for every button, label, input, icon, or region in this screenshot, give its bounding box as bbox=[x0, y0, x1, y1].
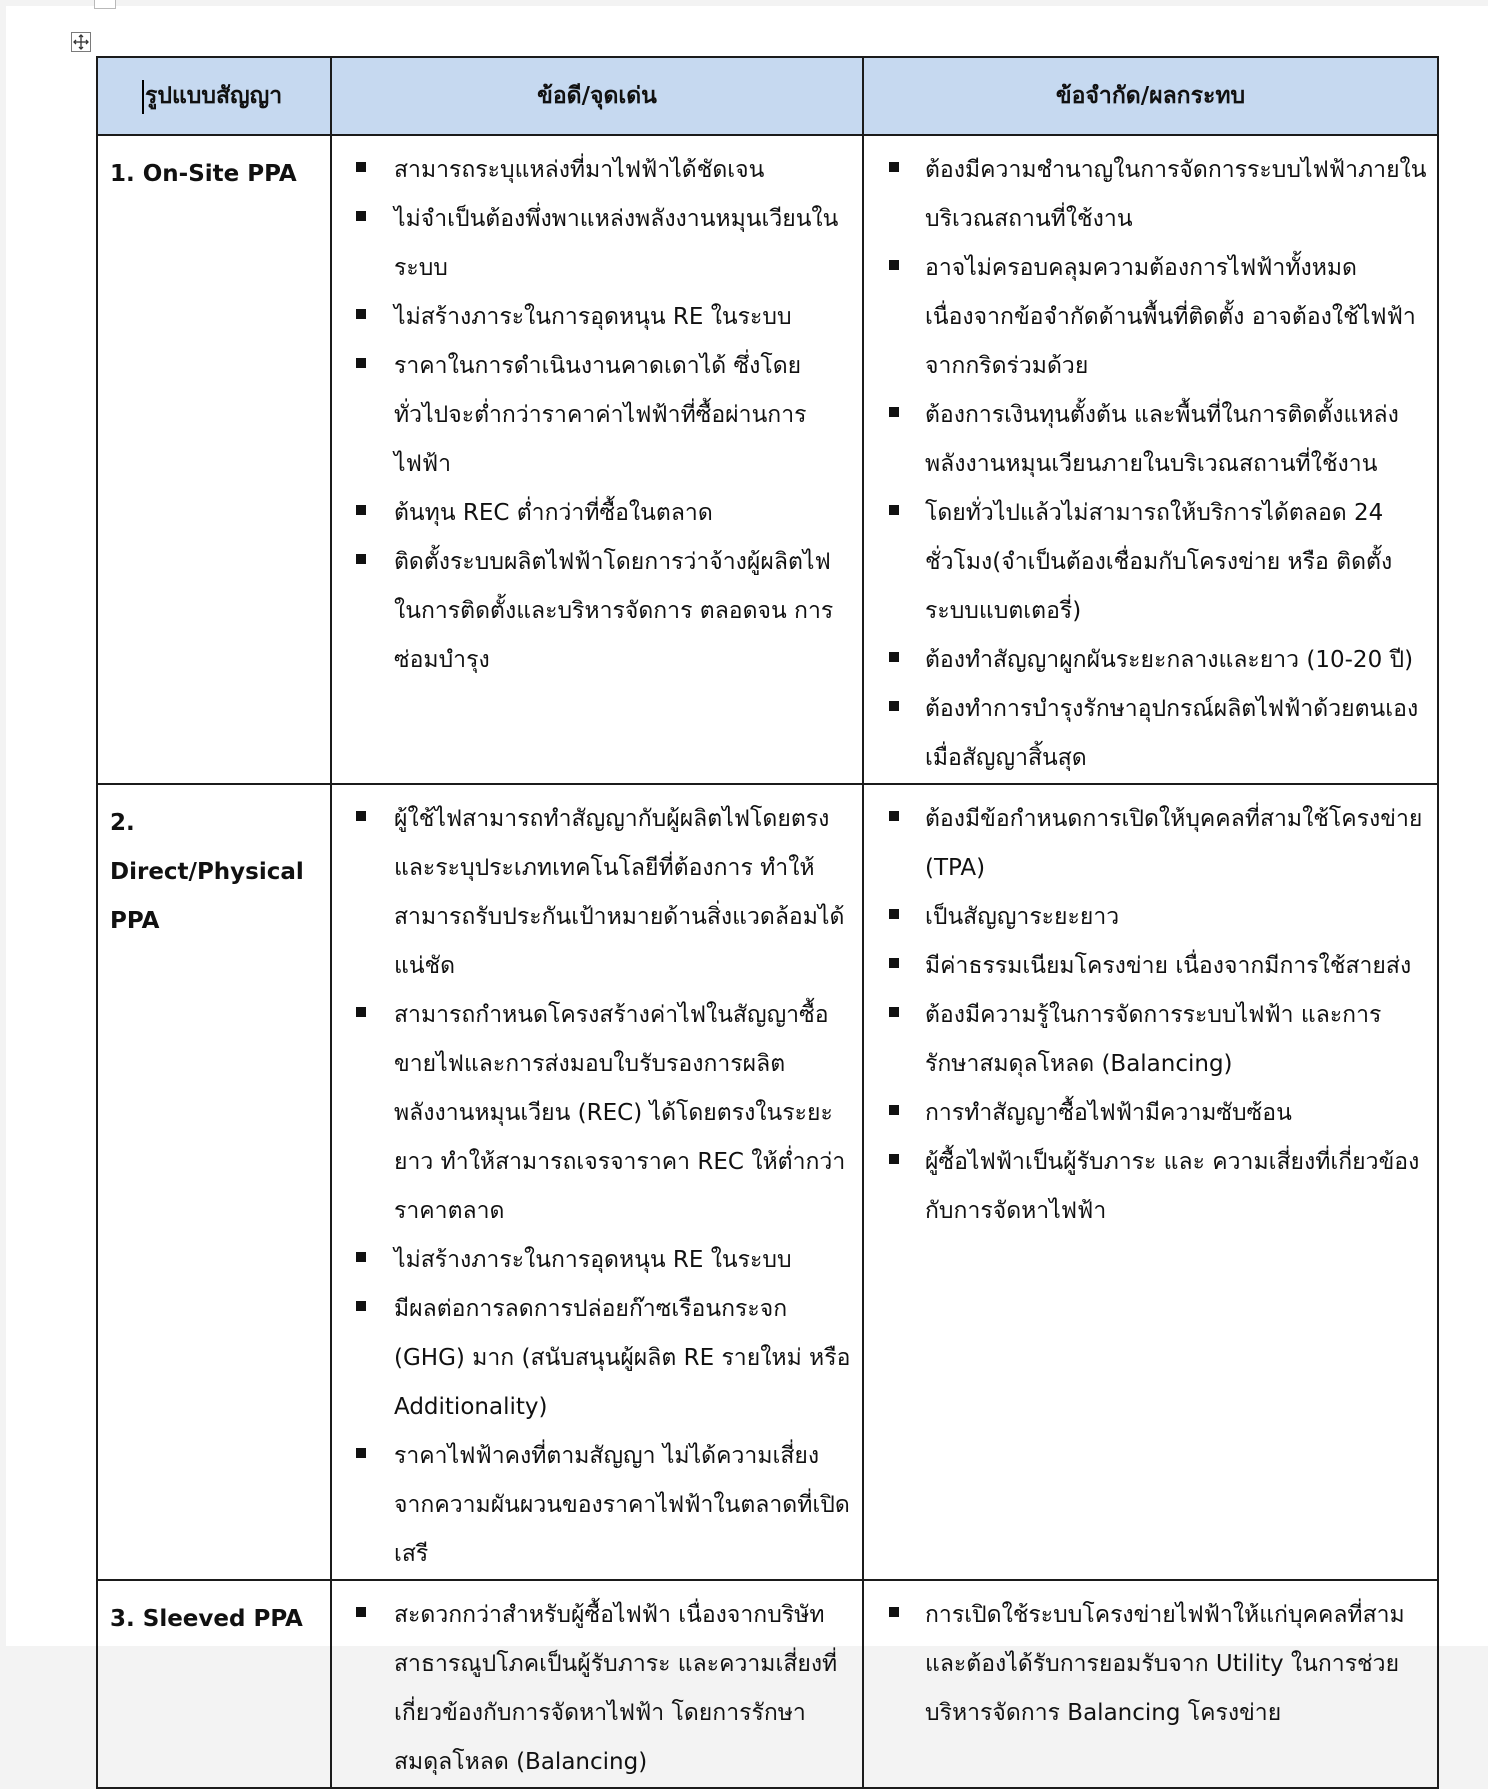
limitations-list bbox=[864, 785, 1437, 1236]
bullet-item: การทำสัญญาซื้อไฟฟ้ามีความซับซ้อน bbox=[864, 1089, 1427, 1138]
advantages-cell[interactable] bbox=[331, 1580, 863, 1788]
bullet-item: ต้นทุน REC ต่ำกว่าที่ซื้อในตลาด bbox=[332, 489, 852, 538]
table-header-row bbox=[97, 57, 1438, 135]
advantages-cell[interactable] bbox=[331, 135, 863, 784]
header-advantages: ข้อดี/จุดเด่น bbox=[331, 57, 863, 135]
advantages-list bbox=[332, 1581, 862, 1787]
bullet-item: ผู้ใช้ไฟสามารถทำสัญญากับผู้ผลิตไฟโดยตรงและระบุประเภทเทคโนโลยีที่ต้องการ ทำให้สามารถรับประกันเป้าหมายด้านสิ่งแวดล้อมได้แน่ชัด bbox=[332, 795, 852, 991]
advantages-cell[interactable] bbox=[331, 784, 863, 1580]
contract-type-cell[interactable]: 2. Direct/Physical PPA bbox=[97, 784, 331, 1580]
bullet-item: สะดวกกว่าสำหรับผู้ซื้อไฟฟ้า เนื่องจากบริษัทสาธารณูปโภคเป็นผู้รับภาระ และความเสี่ยงที่เกี่ยวข้องกับการจัดหาไฟฟ้า โดยการรักษาสมดุลโหลด (Balancing) bbox=[332, 1591, 852, 1787]
advantages-list bbox=[332, 136, 862, 685]
bullet-item: ต้องทำสัญญาผูกผันระยะกลางและยาว (10-20 ปี) bbox=[864, 636, 1427, 685]
limitations-list bbox=[864, 136, 1437, 783]
bullet-item: ต้องทำการบำรุงรักษาอุปกรณ์ผลิตไฟฟ้าด้วยตนเองเมื่อสัญญาสิ้นสุด bbox=[864, 685, 1427, 783]
bullet-item: ไม่สร้างภาระในการอุดหนุน RE ในระบบ bbox=[332, 1236, 852, 1285]
table-row bbox=[97, 1580, 1438, 1788]
page-corner-marker bbox=[94, 0, 116, 9]
bullet-item: ต้องการเงินทุนตั้งต้น และพื้นที่ในการติดตั้งแหล่งพลังงานหมุนเวียนภายในบริเวณสถานที่ใช้งาน bbox=[864, 391, 1427, 489]
ppa-comparison-table bbox=[96, 56, 1439, 1789]
header-limitations: ข้อจำกัด/ผลกระทบ bbox=[863, 57, 1438, 135]
bullet-item: มีผลต่อการลดการปล่อยก๊าซเรือนกระจก (GHG) มาก (สนับสนุนผู้ผลิต RE รายใหม่ หรือ Additionality) bbox=[332, 1285, 852, 1432]
table-move-handle-icon[interactable] bbox=[71, 32, 91, 52]
bullet-item: เป็นสัญญาระยะยาว bbox=[864, 893, 1427, 942]
bullet-item: อาจไม่ครอบคลุมความต้องการไฟฟ้าทั้งหมด เนื่องจากข้อจำกัดด้านพื้นที่ติดตั้ง อาจต้องใช้ไฟฟ้าจากกริดร่วมด้วย bbox=[864, 244, 1427, 391]
table-row bbox=[97, 784, 1438, 1580]
bullet-item: ติดตั้งระบบผลิตไฟฟ้าโดยการว่าจ้างผู้ผลิตไฟในการติดตั้งและบริหารจัดการ ตลอดจน การซ่อมบำรุง bbox=[332, 538, 852, 685]
bullet-item: ไม่จำเป็นต้องพึ่งพาแหล่งพลังงานหมุนเวียนในระบบ bbox=[332, 195, 852, 293]
bullet-item: ราคาไฟฟ้าคงที่ตามสัญญา ไม่ได้ความเสี่ยงจากความผันผวนของราคาไฟฟ้าในตลาดที่เปิดเสรี bbox=[332, 1432, 852, 1579]
bullet-item: มีค่าธรรมเนียมโครงข่าย เนื่องจากมีการใช้สายส่ง bbox=[864, 942, 1427, 991]
limitations-list bbox=[864, 1581, 1437, 1738]
bullet-item: การเปิดใช้ระบบโครงข่ายไฟฟ้าให้แก่บุคคลที่สามและต้องได้รับการยอมรับจาก Utility ในการช่วยบริหารจัดการ Balancing โครงข่าย bbox=[864, 1591, 1427, 1738]
bullet-item: ต้องมีข้อกำหนดการเปิดให้บุคคลที่สามใช้โครงข่าย (TPA) bbox=[864, 795, 1427, 893]
contract-type-cell[interactable]: 3. Sleeved PPA bbox=[97, 1580, 331, 1788]
table-row bbox=[97, 135, 1438, 784]
contract-type-cell[interactable]: 1. On-Site PPA bbox=[97, 135, 331, 784]
bullet-item: โดยทั่วไปแล้วไม่สามารถให้บริการได้ตลอด 24 ชั่วโมง(จำเป็นต้องเชื่อมกับโครงข่าย หรือ ติดตั้งระบบแบตเตอรี่) bbox=[864, 489, 1427, 636]
bullet-item: สามารถกำหนดโครงสร้างค่าไฟในสัญญาซื้อขายไฟและการส่งมอบใบรับรองการผลิตพลังงานหมุนเวียน (REC) ได้โดยตรงในระยะยาว ทำให้สามารถเจรจาราคา REC ให้ต่ำกว่าราคาตลาด bbox=[332, 991, 852, 1236]
bullet-item: ต้องมีความรู้ในการจัดการระบบไฟฟ้า และการรักษาสมดุลโหลด (Balancing) bbox=[864, 991, 1427, 1089]
document-page bbox=[6, 6, 1488, 1775]
bullet-item: ต้องมีความชำนาญในการจัดการระบบไฟฟ้าภายในบริเวณสถานที่ใช้งาน bbox=[864, 146, 1427, 244]
bullet-item: ผู้ซื้อไฟฟ้าเป็นผู้รับภาระ และ ความเสี่ยงที่เกี่ยวข้องกับการจัดหาไฟฟ้า bbox=[864, 1138, 1427, 1236]
bullet-item: สามารถระบุแหล่งที่มาไฟฟ้าได้ชัดเจน bbox=[332, 146, 852, 195]
table-body bbox=[97, 135, 1438, 1788]
bullet-item: ไม่สร้างภาระในการอุดหนุน RE ในระบบ bbox=[332, 293, 852, 342]
limitations-cell[interactable] bbox=[863, 1580, 1438, 1788]
bullet-item: ราคาในการดำเนินงานคาดเดาได้ ซึ่งโดยทั่วไปจะต่ำกว่าราคาค่าไฟฟ้าที่ซื้อผ่านการไฟฟ้า bbox=[332, 342, 852, 489]
limitations-cell[interactable] bbox=[863, 135, 1438, 784]
header-contract-type[interactable]: รูปแบบสัญญา bbox=[97, 57, 331, 135]
advantages-list bbox=[332, 785, 862, 1579]
limitations-cell[interactable] bbox=[863, 784, 1438, 1580]
text-cursor bbox=[142, 80, 144, 114]
